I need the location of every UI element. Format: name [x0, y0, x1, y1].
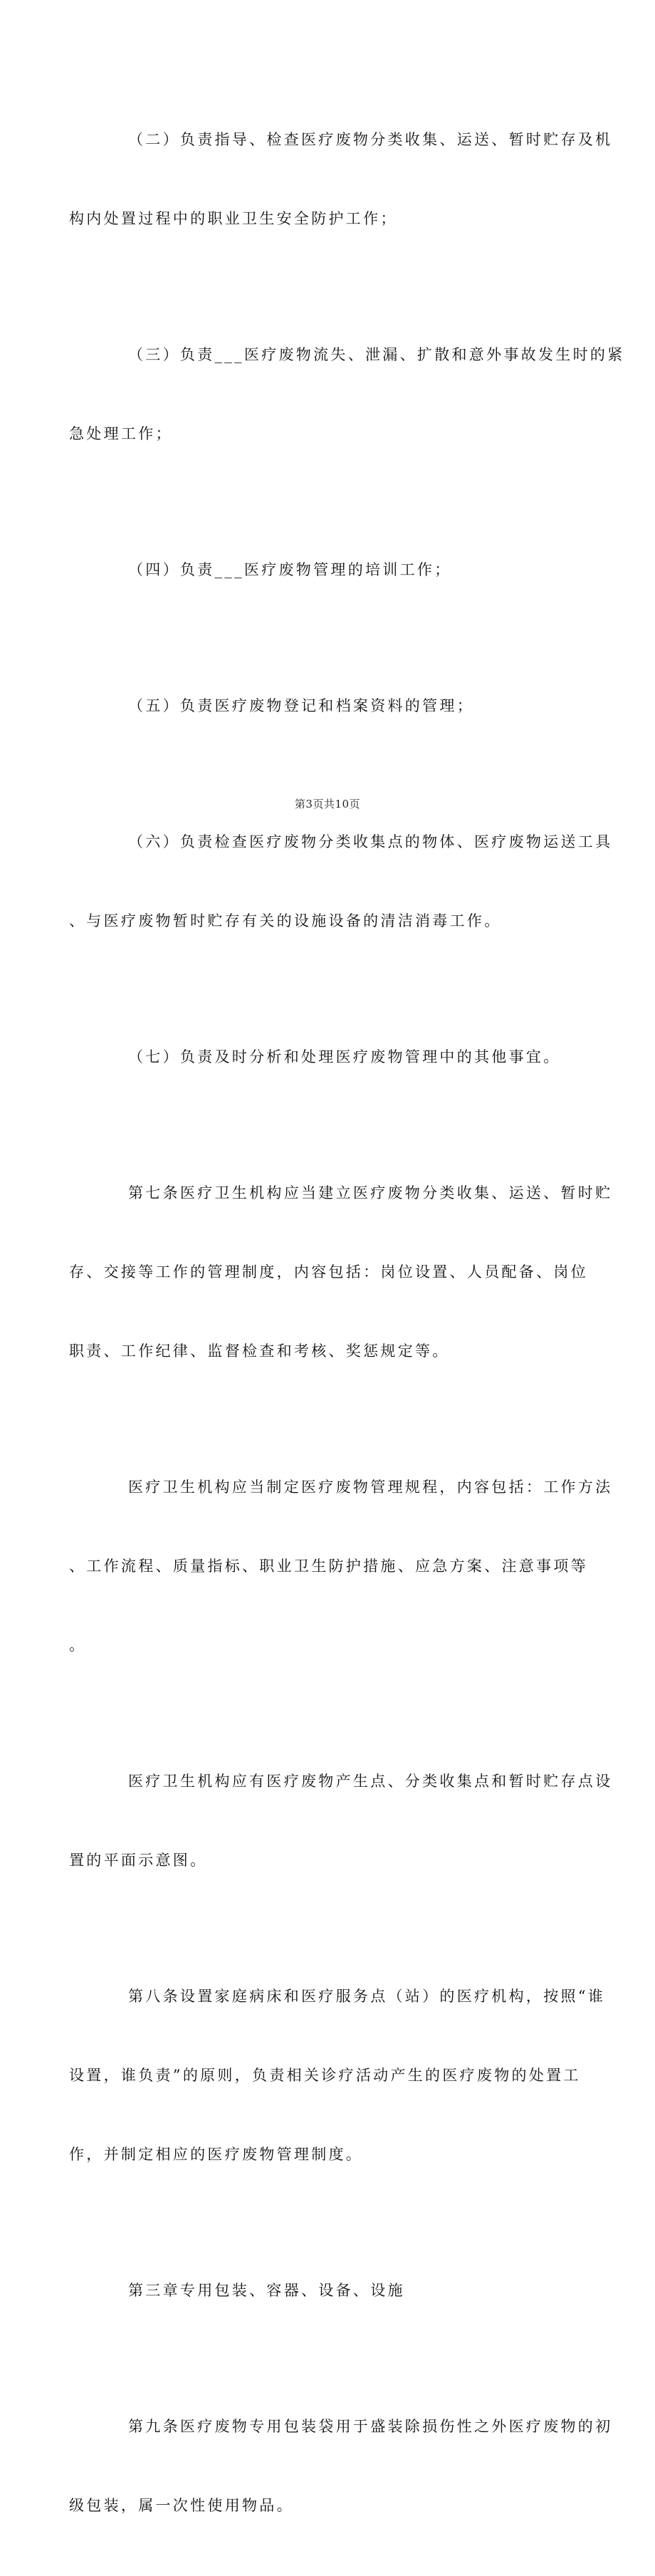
floor-plan-paragraph	[69, 1716, 613, 1926]
text-line: 第七条医疗卫生机构应当建立医疗废物分类收集、运送、暂时贮	[128, 1184, 613, 1201]
paragraph-4	[128, 504, 545, 636]
text-line: （七）负责及时分析和处理医疗废物管理中的其他事宜。	[128, 1048, 561, 1065]
text-line: 设置，谁负责”的原则，负责相关诊疗活动产生的医疗废物的处置工	[69, 2067, 581, 2084]
text-line: 、工作流程、质量指标、职业卫生防护措施、应急方案、注意事项等	[69, 1558, 588, 1575]
text-line: 第九条医疗废物专用包装袋用于盛装除损伤性之外医疗废物的初	[128, 2418, 613, 2435]
text-line: 、与医疗废物暂时贮存有关的设施设备的清洁消毒工作。	[69, 912, 502, 929]
text-line: （五）负责医疗废物登记和档案资料的管理；	[128, 697, 474, 714]
text-line: 级包装，属一次性使用物品。	[69, 2497, 294, 2514]
page-number: 第3页共10页	[294, 798, 361, 810]
text-line: （三）负责___医疗废物流失、泄漏、扩散和意外事故发生时的紧	[128, 346, 625, 363]
procedures-paragraph	[69, 1422, 613, 1711]
text-line: 第三章专用包装、容器、设备、设施	[128, 2282, 405, 2299]
text-line: （六）负责检查医疗废物分类收集点的物体、医疗废物运送工具	[128, 833, 613, 850]
text-line: 职责、工作纪律、监督检查和考核、奖惩规定等。	[69, 1342, 450, 1360]
text-line: 。	[69, 1637, 87, 1654]
article-7	[69, 1127, 613, 1417]
paragraph-7	[128, 991, 561, 1123]
text-line: 作，并制定相应的医疗废物管理制度。	[69, 2146, 364, 2163]
chapter-3-heading	[128, 2225, 545, 2357]
text-line: 存、交接等工作的管理制度，内容包括：岗位设置、人员配备、岗位	[69, 1263, 588, 1281]
document-body	[69, 74, 625, 2576]
text-line: 构内处置过程中的职业卫生安全防护工作；	[69, 210, 398, 227]
article-9	[69, 2361, 613, 2572]
text-line: 第八条设置家庭病床和医疗服务点（站）的医疗机构，按照“谁	[128, 1988, 606, 2005]
text-line: 置的平面示意图。	[69, 1852, 208, 1869]
paragraph-2	[69, 74, 613, 285]
text-line: 医疗卫生机构应有医疗废物产生点、分类收集点和暂时贮存点设	[128, 1773, 613, 1790]
text-line: （二）负责指导、检查医疗废物分类收集、运送、暂时贮存及机	[128, 131, 613, 148]
text-line: 急处理工作；	[69, 425, 173, 442]
text-line: 医疗卫生机构应当制定医疗废物管理规程，内容包括：工作方法	[128, 1479, 613, 1496]
paragraph-5	[128, 640, 545, 772]
text-line: （四）负责___医疗废物管理的培训工作；	[128, 561, 452, 578]
paragraph-3	[69, 289, 625, 500]
article-8	[69, 1931, 606, 2221]
